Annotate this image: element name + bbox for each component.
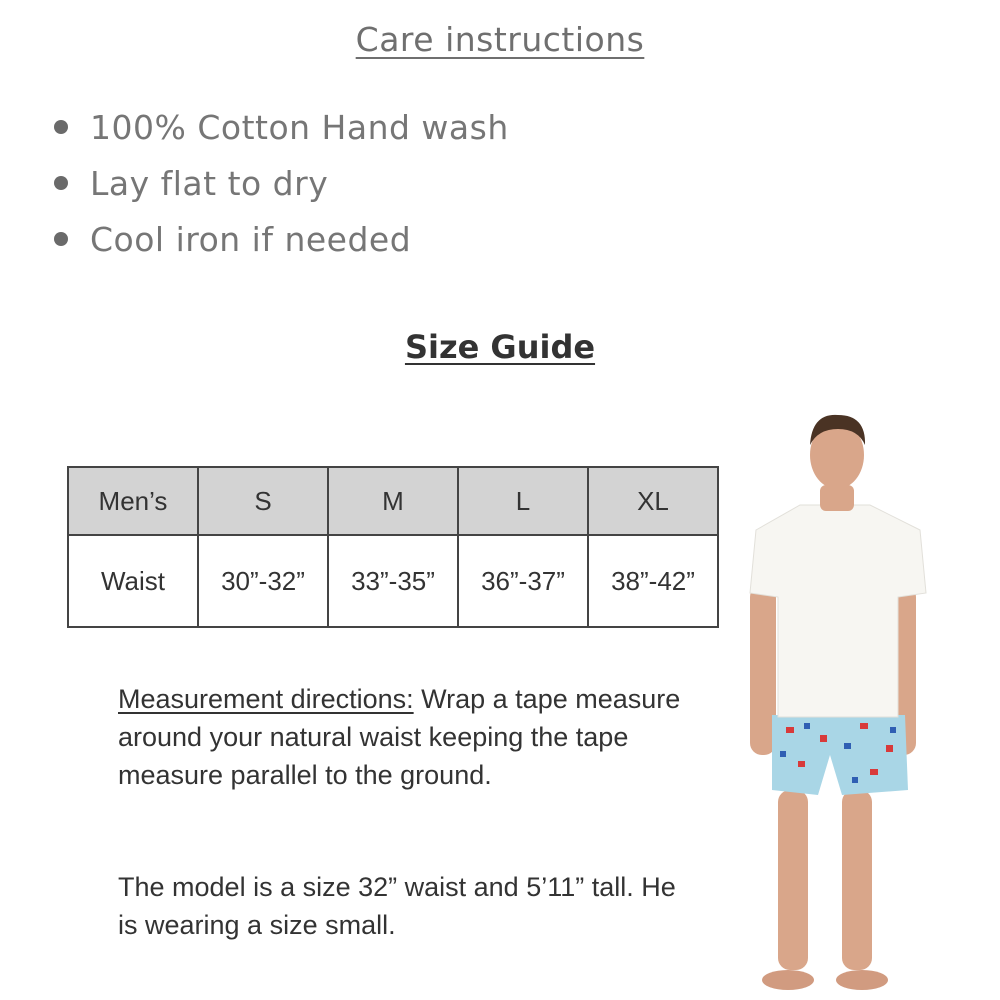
table-cell: Waist (68, 535, 198, 627)
table-header-cell: L (458, 467, 588, 535)
bullet-icon (54, 120, 68, 134)
measurement-directions (118, 680, 698, 794)
table-header-cell: XL (588, 467, 718, 535)
measurement-directions-text: Wrap a tape measure around your natural waist keeping the tape measure parallel to the ground. (118, 684, 681, 790)
size-table (67, 466, 719, 628)
model-right-leg (842, 790, 872, 970)
care-item-text: Cool iron if needed (90, 220, 412, 259)
table-header-cell: M (328, 467, 458, 535)
model-right-foot (836, 970, 888, 990)
table-header-cell: S (198, 467, 328, 535)
table-cell: 36”-37” (458, 535, 588, 627)
bullet-icon (54, 176, 68, 190)
model-photo (740, 405, 940, 1000)
size-guide-heading: Size Guide (404, 328, 596, 366)
table-cell: 33”-35” (328, 535, 458, 627)
measurement-directions-label: Measurement directions: (118, 684, 414, 714)
care-instructions-heading: Care instructions (355, 20, 645, 59)
care-item (52, 156, 509, 212)
care-item-text: 100% Cotton Hand wash (90, 108, 509, 147)
bullet-icon (54, 232, 68, 246)
care-item-text: Lay flat to dry (90, 164, 329, 203)
table-row (68, 535, 718, 627)
table-cell: 30”-32” (198, 535, 328, 627)
table-header-cell: Men’s (68, 467, 198, 535)
model-size-note: The model is a size 32” waist and 5’11” tall. He is wearing a size small. (118, 872, 676, 940)
care-item (52, 212, 509, 268)
care-instructions-list (52, 100, 509, 268)
table-cell: 38”-42” (588, 535, 718, 627)
table-header-row (68, 467, 718, 535)
care-item (52, 100, 509, 156)
model-left-foot (762, 970, 814, 990)
model-left-leg (778, 790, 808, 970)
